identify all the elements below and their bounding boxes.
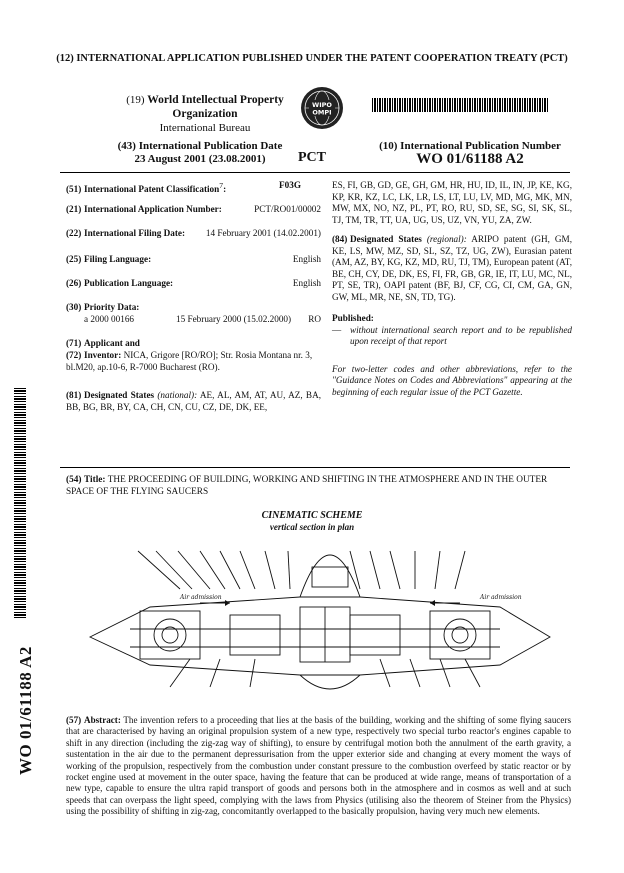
field-81: (81) Designated States (national): AE, AL, AM, AT, AU, AZ, BA, BB, BG, BR, BY, CA, CH, CN, CU, CZ, DE, DK, EE, <box>66 390 321 412</box>
published-note: — without international search report and to be republished upon receipt of that report <box>332 324 572 346</box>
wipo-logo-icon <box>300 86 344 130</box>
abstract-field: (57) Abstract: The invention refers to a proceeding that lies at the basis of the building, working and the shifting of some flying saucers that are characterised by having an original propulsion system of a new type, respectively two special turbo reactor's engines capable to shift in any direction (including the zig-zag way of shifting), to ensure by centrifugal motion both the annulment of the earth gravity, a sustentation in the air due to the permanent depressurisation from the upper exterior side and changing at every moment the ways of working of the propulsion, respectively from the combustion under constant pressure to the combustion overfeed by static reactor or by rocket engine used at movement in the outer space, having the feature that can be produced at wide range, means of transportation of a new type, capable to ensure the ultra rapid transport of goods and persons both in the atmosphere and in cosmos as well and at such speeds that can overpass the light speed, complying with the laws from Physics (utilising also the theorem of Steiner from the Physics) using the possibility of shifting in zig-zag, concomitantly overlapped to the basically propulsion, having very much new elements. <box>66 715 571 817</box>
field-30: (30) Priority Data: a 2000 00166 15 February 2000 (15.02.2000) RO <box>66 302 321 324</box>
pub-number-label: (10) International Publication Number <box>379 140 561 152</box>
publication-date-block <box>100 140 300 166</box>
drawing-subheading: vertical section in plan <box>269 522 355 532</box>
field-26: (26) Publication Language: English <box>66 278 321 288</box>
title-field: (54) Title: THE PROCEEDING OF BUILDING, WORKING AND SHIFTING IN THE ATMOSPHERE AND IN THE OUTER SPACE OF THE FLYING SAUCERS <box>66 475 548 497</box>
published-label: Published: <box>332 313 374 323</box>
drawing-heading: CINEMATIC SCHEME <box>261 510 363 521</box>
side-publication-number: WO 01/61188 A2 <box>16 646 35 775</box>
field-72: (72) Inventor: NICA, Grigore [RO/RO]; Str. Rosia Montana nr. 3, bl.M20, ap.10-6, R-7000 Bucharest (RO). <box>66 350 313 372</box>
bibliographic-left-column <box>66 180 321 450</box>
flying-saucer-drawing <box>60 537 570 697</box>
pub-date-value: 23 August 2001 (23.08.2001) <box>134 153 266 165</box>
air-label-right: Air admission <box>480 594 522 601</box>
title-divider <box>60 467 570 468</box>
publication-number-block <box>370 140 570 166</box>
designated-states-continued: ES, FI, GB, GD, GE, GH, GM, HR, HU, ID, IL, IN, JP, KE, KG, KP, KR, KZ, LC, LK, LR, LS, LT, LU, LV, MD, MG, MK, MN, MW, MX, NO, NZ, PL, PT, RO, RU, SD, SE, SG, SI, SK, SL, TJ, TM, TR, TT, UA, UG, US, UZ, VN, YU, ZA, ZW. <box>332 180 572 225</box>
field-51: (51) International Patent Classification$^7$: F03G <box>66 180 301 195</box>
air-label-left: Air admission <box>180 594 222 601</box>
field-21: (21) International Application Number: PCT/RO01/00002 <box>66 204 321 214</box>
organization-block <box>110 93 300 135</box>
svg-text:OMPI: OMPI <box>312 108 332 117</box>
svg-text:WIPO: WIPO <box>312 101 332 109</box>
side-barcode <box>14 388 26 618</box>
codes-note: For two-letter codes and other abbreviations, refer to the "Guidance Notes on Codes and Abbreviations" appearing at the beginning of each regular issue of the PCT Gazette. <box>332 363 572 397</box>
field-71: (71) Applicant and <box>66 338 140 348</box>
treaty-header: (12) INTERNATIONAL APPLICATION PUBLISHED UNDER THE PATENT COOPERATION TREATY (PCT) <box>56 53 568 64</box>
org-name: World Intellectual Property Organization <box>147 94 284 120</box>
pct-mark: PCT <box>298 150 326 165</box>
field-84: (84) Designated States (regional): ARIPO patent (GH, GM, KE, LS, MW, MZ, SD, SL, SZ, TZ, UG, ZW), Eurasian patent (AM, AZ, BY, KG, KZ, MD, RU, TJ, TM), European patent (AT, BE, CH, CY, DE, DK, ES, FI, FR, GB, GR, IE, IT, LU, MC, NL, PT, SE, TR), OAPI patent (BF, BJ, CF, CG, CI, CM, GA, GN, GW, ML, MR, NE, SN, TD, TG). <box>332 234 572 302</box>
bibliographic-right-column <box>332 180 572 398</box>
pub-date-label: (43) International Publication Date <box>117 140 283 152</box>
top-barcode <box>372 98 548 112</box>
header-divider <box>60 172 570 173</box>
field-25: (25) Filing Language: English <box>66 254 321 264</box>
org-bureau: International Bureau <box>159 122 251 134</box>
pub-number-value: WO 01/61188 A2 <box>416 151 524 167</box>
field-22: (22) International Filing Date: 14 February 2001 (14.02.2001) <box>66 228 321 238</box>
org-code: (19) <box>126 94 145 106</box>
